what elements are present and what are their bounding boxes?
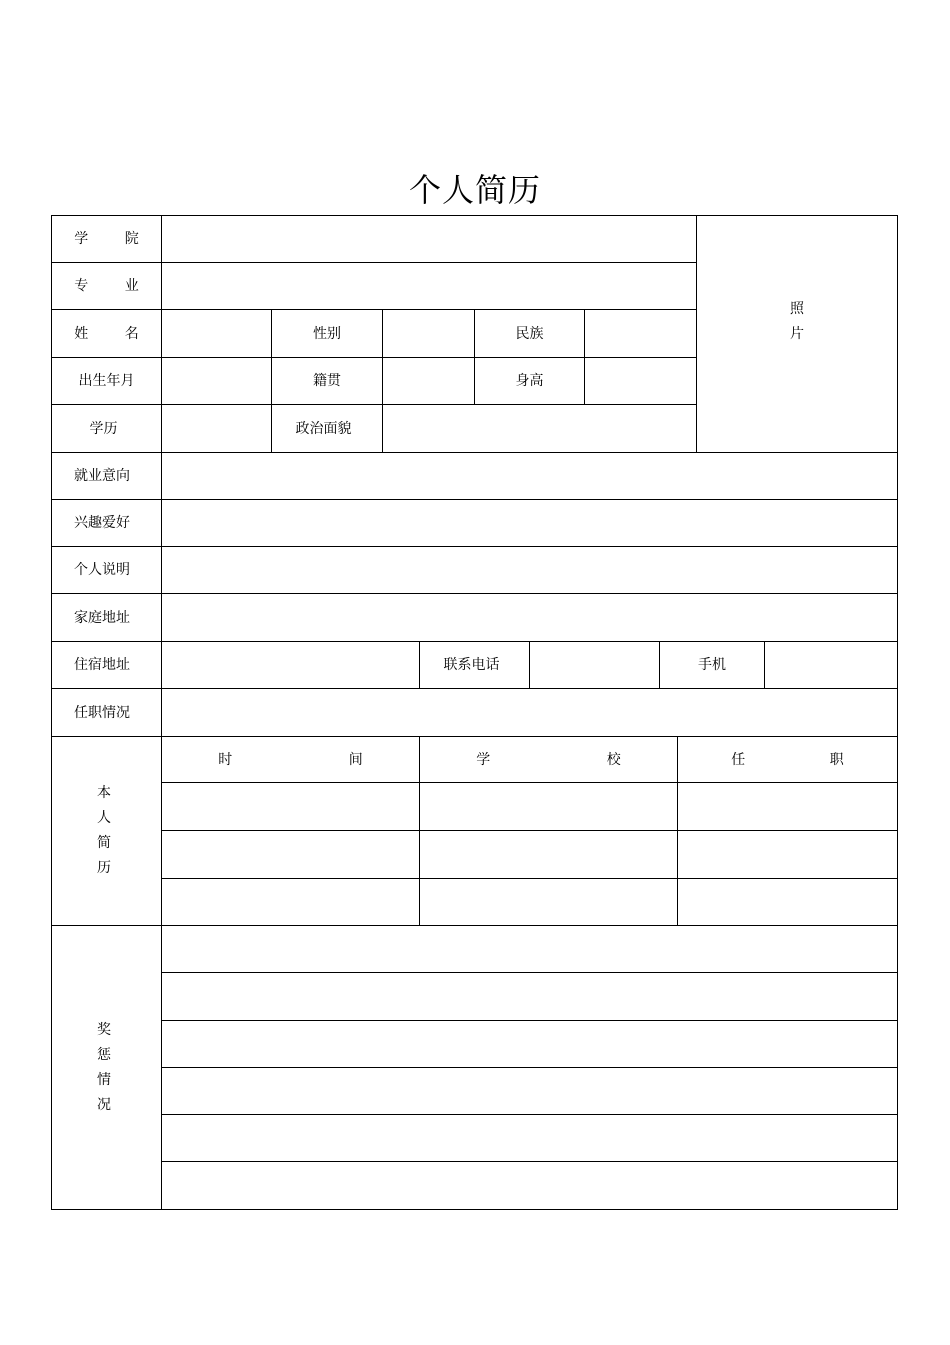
resume-time-cell[interactable] (162, 879, 419, 925)
resume-header-position: 任 职 (731, 751, 884, 768)
resume-position-cell[interactable] (678, 879, 897, 925)
ethnicity-input[interactable] (585, 310, 696, 357)
name-label: 姓 名 (74, 325, 155, 342)
awards-row[interactable] (162, 1162, 897, 1209)
photo-label-1: 照 (790, 301, 804, 317)
resume-school-cell[interactable] (420, 879, 677, 925)
positions-held-input[interactable] (162, 689, 897, 736)
awards-label: 奖 惩 情 况 (97, 1021, 111, 1113)
hobbies-label: 兴趣爱好 (74, 515, 130, 531)
birth-label: 出生年月 (78, 373, 135, 389)
home-address-label: 家庭地址 (74, 609, 130, 626)
gender-input[interactable] (383, 310, 474, 357)
awards-row[interactable] (162, 926, 897, 972)
positions-held-label: 任职情况 (74, 704, 130, 721)
native-place-input[interactable] (383, 358, 474, 404)
resume-position-cell[interactable] (678, 831, 897, 878)
college-input[interactable] (162, 216, 696, 262)
native-place-label: 籍贯 (313, 373, 341, 389)
job-intention-label: 就业意向 (74, 468, 130, 484)
gender-label: 性别 (313, 325, 341, 342)
photo-box[interactable] (697, 216, 897, 452)
resume-position-cell[interactable] (678, 783, 897, 830)
resume-school-cell[interactable] (420, 831, 677, 878)
awards-row[interactable] (162, 1068, 897, 1114)
personal-statement-input[interactable] (162, 547, 897, 593)
major-label: 专 业 (74, 278, 155, 294)
mobile-input[interactable] (765, 642, 897, 688)
home-address-input[interactable] (162, 594, 897, 641)
ethnicity-label: 民族 (515, 325, 544, 342)
awards-row[interactable] (162, 973, 897, 1020)
resume-time-cell[interactable] (162, 831, 419, 878)
dorm-address-input[interactable] (162, 642, 419, 688)
personal-statement-label: 个人说明 (74, 562, 130, 578)
border-right (897, 215, 898, 1210)
birth-input[interactable] (162, 358, 271, 404)
dorm-address-label: 住宿地址 (74, 657, 130, 673)
awards-row[interactable] (162, 1021, 897, 1067)
resume-header-school: 学 校 (476, 751, 677, 768)
education-label: 学历 (89, 420, 118, 437)
political-status-input[interactable] (383, 405, 696, 452)
major-input[interactable] (162, 263, 696, 309)
awards-row[interactable] (162, 1115, 897, 1161)
border-bottom (51, 1209, 898, 1210)
page-title: 个人简历 (408, 171, 541, 209)
resume-time-cell[interactable] (162, 783, 419, 830)
job-intention-input[interactable] (162, 453, 897, 499)
height-label: 身高 (515, 373, 544, 389)
height-input[interactable] (585, 358, 696, 404)
resume-header-time: 时 间 (218, 751, 419, 768)
college-label: 学 院 (74, 231, 155, 247)
education-input[interactable] (162, 405, 271, 452)
resume-school-cell[interactable] (420, 783, 677, 830)
photo-label-2: 片 (790, 326, 804, 342)
contact-phone-label: 联系电话 (443, 657, 500, 673)
hobbies-input[interactable] (162, 500, 897, 546)
mobile-label: 手机 (698, 657, 726, 673)
name-input[interactable] (162, 310, 271, 357)
contact-phone-input[interactable] (530, 642, 659, 688)
political-status-label: 政治面貌 (295, 420, 352, 437)
resume-label: 本 人 简 历 (97, 785, 111, 876)
